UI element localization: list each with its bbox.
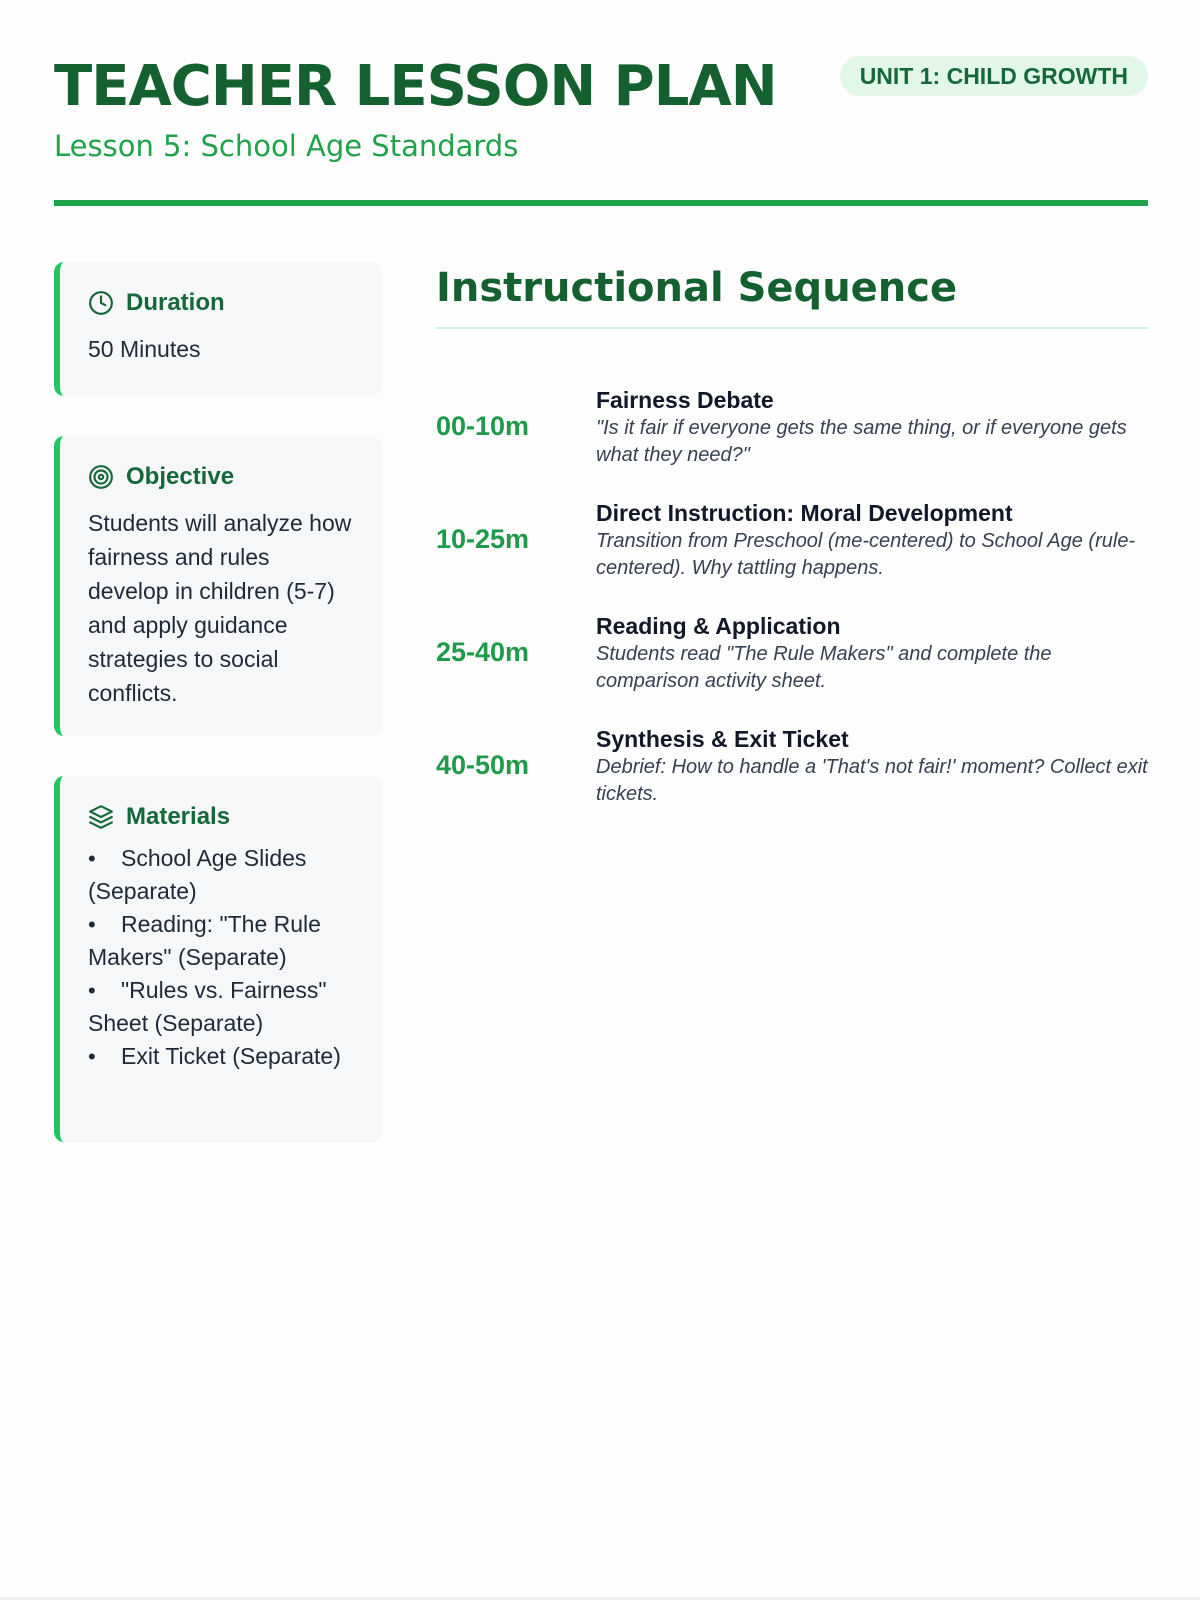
objective-card (54, 436, 382, 736)
header (54, 52, 1148, 166)
target-icon (88, 464, 114, 490)
step-name: Direct Instruction: Moral Development (596, 499, 1013, 526)
sequence-divider (436, 327, 1148, 329)
step-description: Students read "The Rule Makers" and complete the comparison activity sheet. (596, 642, 1052, 692)
materials-item: • "Rules vs. Fairness" Sheet (Separate) (88, 974, 354, 1040)
step-time: 40-50m (436, 750, 530, 780)
materials-list (88, 842, 354, 1073)
step-description: "Is it fair if everyone gets the same thing, or if everyone gets what they need?" (596, 416, 1127, 466)
header-divider (54, 200, 1148, 206)
page-title: TEACHER LESSON PLAN (54, 54, 777, 119)
sequence-list (436, 370, 1148, 822)
materials-item: • Exit Ticket (Separate) (88, 1040, 354, 1073)
step-name: Synthesis & Exit Ticket (596, 725, 849, 752)
sequence-step (436, 709, 1148, 822)
lesson-subtitle: Lesson 5: School Age Standards (54, 129, 519, 163)
sequence-step (436, 483, 1148, 596)
step-time: 25-40m (436, 637, 530, 667)
step-description: Debrief: How to handle a 'That's not fair!' moment? Collect exit tickets. (596, 755, 1148, 805)
objective-title: Objective (126, 463, 235, 490)
sequence-step (436, 596, 1148, 709)
sequence-title: Instructional Sequence (436, 265, 958, 311)
duration-title: Duration (126, 289, 225, 316)
duration-card (54, 262, 382, 396)
step-time: 10-25m (436, 524, 530, 554)
materials-card (54, 776, 382, 1142)
clock-icon (88, 290, 114, 316)
sequence-step (436, 370, 1148, 483)
materials-title: Materials (126, 803, 231, 830)
unit-badge: UNIT 1: CHILD GROWTH (840, 56, 1148, 96)
materials-item: • School Age Slides (Separate) (88, 842, 354, 908)
layers-icon (88, 804, 114, 830)
step-description: Transition from Preschool (me-centered) to School Age (rule-centered). Why tattling happens. (596, 529, 1136, 579)
step-time: 00-10m (436, 411, 530, 441)
duration-value: 50 Minutes (88, 336, 201, 362)
step-name: Reading & Application (596, 612, 841, 639)
objective-text: Students will analyze how fairness and rules develop in children (5-7) and apply guidance strategies to social conflicts. (88, 510, 352, 706)
materials-item: • Reading: "The Rule Makers" (Separate) (88, 908, 354, 974)
step-name: Fairness Debate (596, 386, 774, 413)
